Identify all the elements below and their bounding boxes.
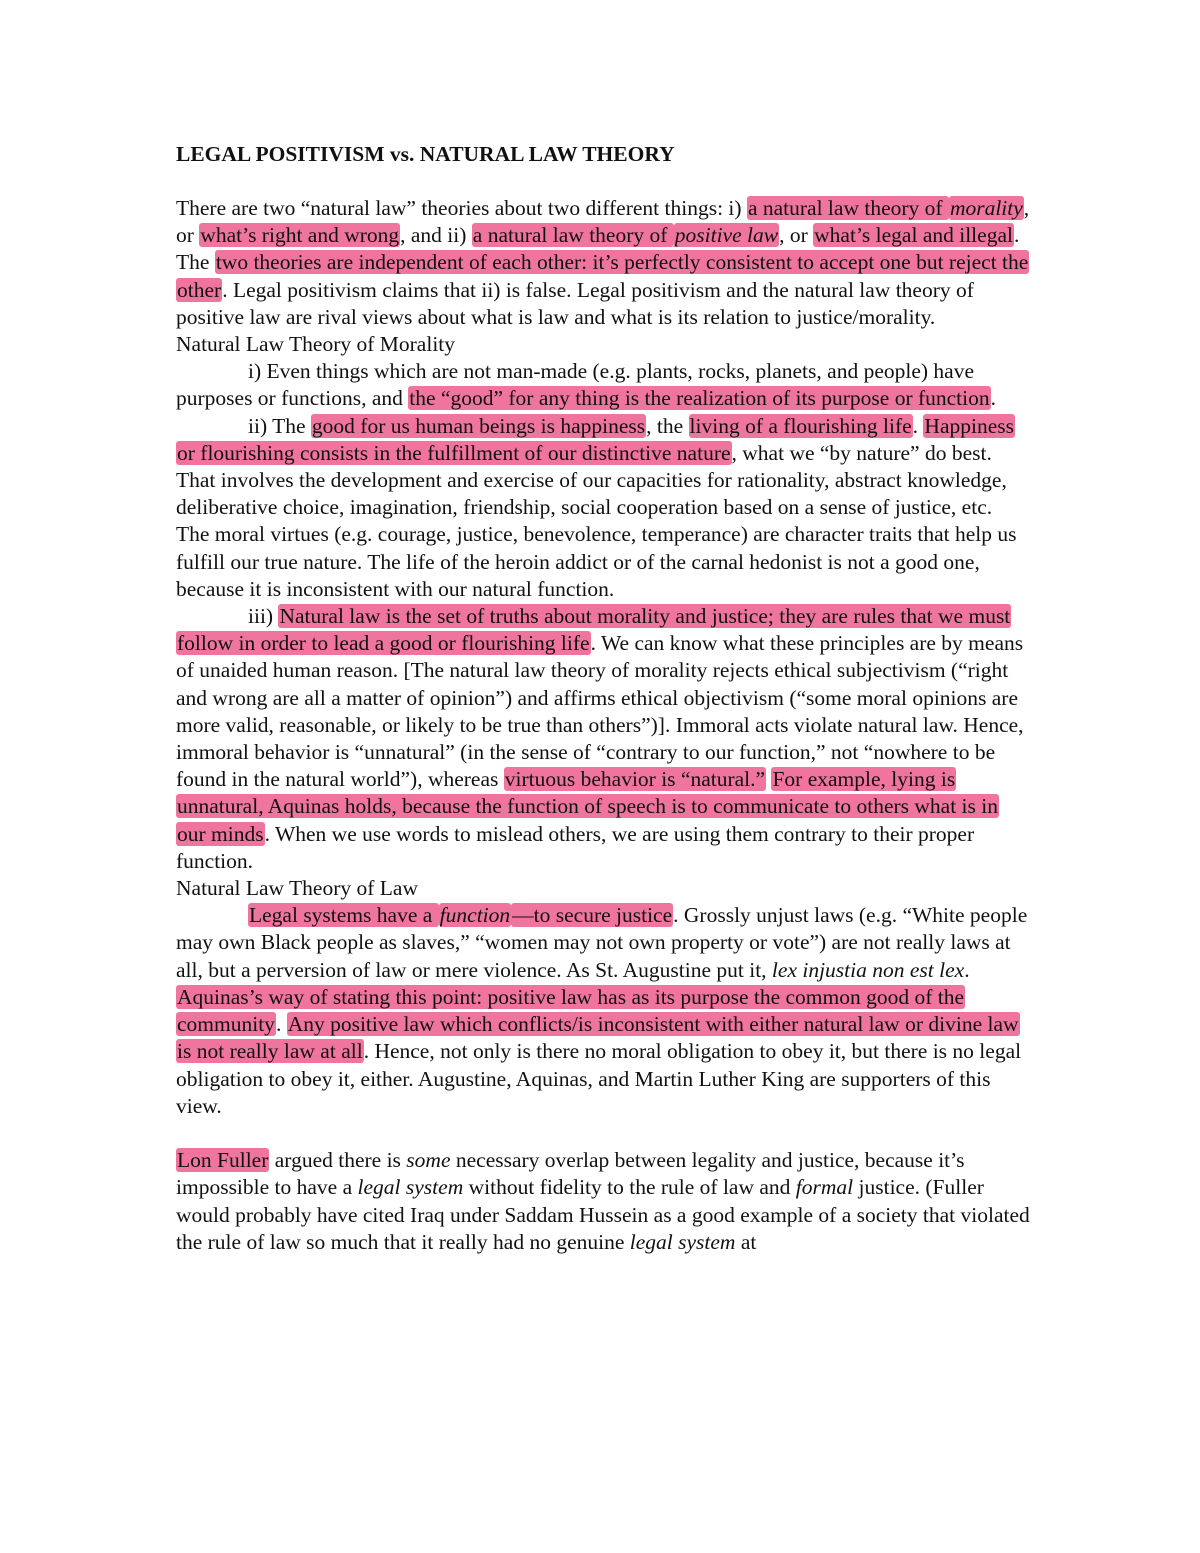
body-text	[630, 1230, 736, 1254]
italic-text: function	[439, 903, 511, 928]
highlighted-text: Natural law is the set of truths about morality and justice; they are rules that we must follow in order to lead a good or flourishing life	[177, 604, 1011, 656]
highlighted-text: what’s right and wrong	[200, 223, 400, 248]
italic-text: legal system	[357, 1175, 464, 1200]
body-text	[772, 958, 964, 982]
body-text: . The	[176, 223, 1020, 275]
morality-point-3	[176, 603, 1030, 875]
body-text	[796, 1175, 853, 1199]
fuller-paragraph	[176, 1147, 1030, 1256]
body-text: argued there is	[269, 1148, 407, 1173]
body-text: . When we use words to mislead others, we are using them contrary to their proper function.	[176, 821, 975, 873]
highlighted-text: two theories are independent of each other: it’s perfectly consistent to accept one but reject the other	[177, 250, 1029, 302]
italic-text: legal system	[629, 1229, 736, 1254]
morality-heading: Natural Law Theory of Morality	[176, 332, 456, 357]
body-text: i) Even things which are not man-made (e.g. plants, rocks, planets, and people) have purposes or functions, and	[176, 359, 974, 411]
morality-point-2	[176, 413, 1030, 603]
body-text: justice. (Fuller would probably have cited Iraq under Saddam Hussein as a good example of a society that violated the rule of law so much that it really had no genuine	[176, 1175, 1030, 1254]
body-text: . Legal positivism claims that ii) is false. Legal positivism and the natural law theory of positive law are rival views about what is law and what is its relation to justice/morality.	[176, 277, 974, 329]
body-text: . We can know what these principles are by means of unaided human reason. [The natural law theory of morality rejects ethical subjectivism (“right and wrong are all a matter of opinion”) and affirms ethical objectivism (“some moral opinions are more valid, reasonable, or likely to be true than others”)]. Immoral acts violate natural law. Hence, immoral behavior is “unnatural” (in the sense of “contrary to our function,” not “nowhere to be found in the natural world”), whereas	[176, 631, 1024, 792]
highlighted-text: the “good” for any thing is the realization of its purpose or function	[409, 386, 990, 411]
highlighted-text: Any positive law which conflicts/is inconsistent with either natural law or divine law is not really law at all	[177, 1012, 1019, 1064]
highlighted-text	[949, 196, 1024, 220]
italic-text: lex injustia non est lex	[771, 957, 965, 982]
body-text: .	[990, 386, 996, 411]
body-text: .	[964, 957, 970, 982]
document-title: LEGAL POSITIVISM vs. NATURAL LAW THEORY	[176, 142, 675, 166]
intro-paragraph	[176, 195, 1030, 331]
body-text: , and ii)	[400, 223, 472, 248]
highlighted-text: virtuous behavior is “natural.”	[504, 767, 766, 792]
highlighted-text: a natural law theory of	[472, 223, 673, 248]
body-text: , the	[646, 413, 689, 438]
body-text: at	[735, 1229, 757, 1254]
highlighted-text: good for us human beings is happiness	[311, 413, 646, 438]
highlighted-text	[439, 903, 511, 927]
body-text: , or	[779, 223, 814, 248]
highlighted-text: Happiness or flourishing consists in the fulfillment of our distinctive nature	[177, 413, 1014, 465]
body-text: .	[275, 1012, 287, 1037]
highlighted-text: living of a flourishing life	[689, 413, 912, 438]
body-text: necessary overlap between legality and justice, because it’s impossible to have a	[176, 1148, 965, 1200]
highlighted-text: —to secure justice	[512, 903, 673, 928]
body-text: , or	[176, 196, 1030, 248]
body-text: There are two “natural law” theories about two different things: i)	[176, 196, 747, 220]
law-heading: Natural Law Theory of Law	[176, 876, 418, 901]
italic-text: formal	[795, 1175, 854, 1200]
body-text: .	[912, 413, 924, 438]
italic-text: some	[406, 1148, 451, 1173]
body-text: without fidelity to the rule of law and	[463, 1175, 796, 1200]
body-text: iii)	[248, 604, 279, 629]
body-text	[406, 1148, 450, 1172]
italic-text: morality	[949, 196, 1023, 220]
highlighted-text	[674, 223, 779, 247]
body-text: , what we “by nature” do best. That involves the development and exercise of our capacities for rationality, abstract knowledge, deliberative choice, imagination, friendship, social cooperation based on a sense of justice, etc. The moral virtues (e.g. courage, justice, benevolence, temperance) are character traits that help us fulfill our true nature. The life of the heroin addict or of the carnal hedonist is not a good one, because it is inconsistent with our natural function.	[176, 440, 1017, 601]
body-text: ii) The	[248, 413, 311, 438]
body-text: . Grossly unjust laws (e.g. “White people may own Black people as slaves,” “women may not own property or vote”) are not really laws at all, but a perversion of law or mere violence. As St. Augustine put it,	[176, 903, 1028, 982]
highlighted-text: For example, lying is unnatural, Aquinas holds, because the function of speech is to communicate to others what is in our minds	[177, 767, 998, 846]
body-text: . Hence, not only is there no moral obligation to obey it, but there is no legal obligation to obey it, either. Augustine, Aquinas, and Martin Luther King are supporters of this view.	[176, 1039, 1022, 1118]
highlighted-text: Lon Fuller	[177, 1148, 269, 1173]
highlighted-text: what’s legal and illegal	[814, 223, 1013, 248]
law-paragraph	[176, 902, 1030, 1120]
highlighted-text: Aquinas’s way of stating this point: positive law has as its purpose the common good of the community	[177, 984, 965, 1037]
highlighted-text: Legal systems have a	[249, 903, 438, 928]
morality-point-1	[176, 358, 1030, 412]
body-text	[358, 1175, 464, 1199]
italic-text: positive law	[674, 223, 779, 248]
highlighted-text: a natural law theory of	[747, 196, 948, 220]
